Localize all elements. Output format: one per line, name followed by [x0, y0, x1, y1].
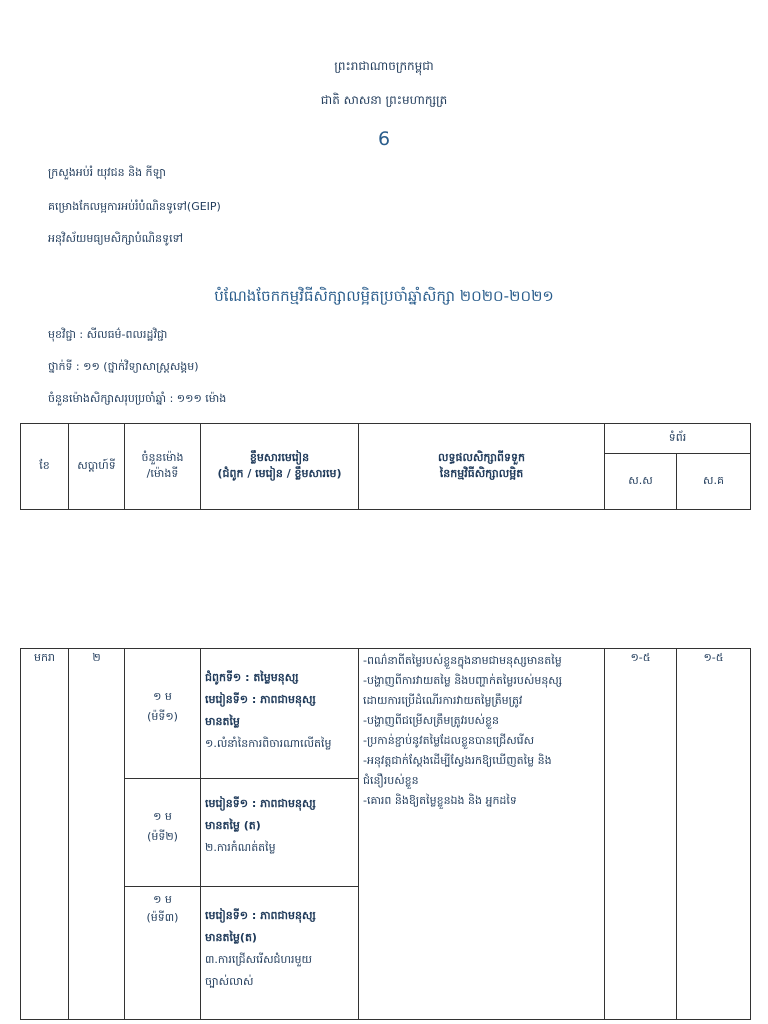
outcome-item: -បង្ហាញពីការវាយតម្លៃ និងបញ្ហាក់តម្លៃរបស់មនុស្ស: [363, 674, 563, 687]
header-hours: [125, 424, 201, 510]
department-name: អនុវិស័យមធ្យមសិក្សាបំណិនទូទៅ: [48, 232, 184, 245]
outcome-item: ដោយការប្រើដំណើរការវាយតម្លៃត្រឹមត្រូវ: [363, 694, 523, 707]
session-2-hours: ១ ម: [153, 810, 172, 823]
header-content-line1: ខ្លឹមសារមេរៀន: [249, 450, 310, 464]
cell-session-2: [125, 779, 201, 887]
session-3-label: (ម៉ទី៣): [146, 911, 179, 924]
ministry-name: ក្រសួងអប់រំ យុវជន និង កីឡា: [48, 166, 166, 179]
outcome-item: -អនុវត្តជាក់ស្តែងដើម្បីស្វែងរកឱ្យឃើញតម្លៃ និង: [363, 754, 552, 767]
subject-line: មុខវិជ្ជា : សីលធម៌-ពលរដ្ឋវិជ្ជា: [48, 328, 168, 341]
lesson-3-topic: ៣.ការជ្រើសរើសជំហរមួយ: [205, 953, 312, 966]
cell-week: ២: [69, 649, 125, 1020]
table-row: [21, 649, 751, 779]
kingdom-heading: ព្រះរាជាណាចក្រកម្ពុជា: [334, 59, 434, 73]
lesson-1-topic: ១.លំនាំនៃការពិចារណាលើតម្លៃ: [205, 737, 332, 750]
page-number: 6: [377, 128, 391, 150]
header-outcome: [359, 424, 605, 510]
cell-session-3: [125, 887, 201, 1020]
cell-month: មករា: [21, 649, 69, 1020]
schedule-header-table: [20, 423, 751, 510]
outcome-item: -ពណ៌នាពីតម្លៃរបស់ខ្លួនក្នុងនាមជាមនុស្សមានតម្លៃ: [363, 654, 562, 667]
header-outcome-line1: លទ្ធផលសិក្សាពីទទួក: [438, 450, 525, 464]
lesson-1-title: មេរៀនទី១ : ភាពជាមនុស្ស: [205, 693, 316, 706]
session-2-label: (ម៉ទី២): [147, 830, 178, 843]
cell-page-ss: ១-៥: [605, 649, 677, 1020]
header-week: សប្តាហ៍ទី: [69, 424, 125, 510]
header-col-sk: ស.គ: [677, 454, 751, 510]
header-outcome-line2: នៃកម្មវិធីសិក្សាលម្អិត: [439, 466, 524, 480]
header-hours-line2: /ម៉ោងទី: [146, 466, 179, 480]
outcome-item: -បង្ហាញពីជម្រើសត្រឹមត្រូវរបស់ខ្លួន: [363, 714, 499, 727]
outcome-item: -គោរព និងឱ្យតម្លៃខ្លួនឯង និង អ្នកដទៃ: [363, 794, 517, 807]
header-content: [201, 424, 359, 510]
lesson-3-title: មេរៀនទី១ : ភាពជាមនុស្ស: [205, 909, 316, 922]
cell-lesson-2: [201, 779, 359, 887]
lesson-2-title-cont: មានតម្លៃ (ត): [205, 819, 261, 832]
header-content-line2: (ជំពូក / មេរៀន / ខ្លឹមសារមេ): [217, 466, 342, 480]
header-month: ខែ: [21, 424, 69, 510]
header-hours-line1: ចំនួនម៉ោង: [141, 450, 184, 464]
lesson-2-title: មេរៀនទី១ : ភាពជាមនុស្ស: [205, 797, 316, 810]
lesson-2-topic: ២.ការកំណត់តម្លៃ: [205, 841, 276, 854]
header-page-group: ទំព័រ: [605, 424, 751, 454]
session-1-label: (ម៉ទី១): [147, 710, 178, 723]
grade-line: ថ្នាក់ទី : ១១ (ថ្នាក់វិទ្យាសាស្ត្រសង្គម): [48, 360, 199, 373]
cell-page-sk: ១-៥: [677, 649, 751, 1020]
lesson-1-title-cont: មានតម្លៃ: [205, 715, 240, 728]
cell-lesson-1: [201, 649, 359, 779]
project-name: គម្រោងកែលម្អការអប់រំបំណិនទូទៅ(GEIP): [48, 200, 221, 213]
header-col-ss: ស.ស: [605, 454, 677, 510]
cell-session-1: [125, 649, 201, 779]
lesson-3-topic-cont: ច្បាស់លាស់: [205, 975, 254, 988]
lesson-3-title-cont: មានតម្លៃ(ត): [205, 931, 257, 944]
session-1-hours: ១ ម: [153, 690, 172, 703]
cell-lesson-3: [201, 887, 359, 1020]
national-motto: ជាតិ សាសនា ព្រះមហាក្សត្រ: [320, 93, 448, 107]
chapter-title: ជំពូកទី១ : តម្លៃមនុស្ស: [205, 671, 299, 684]
session-3-hours: ១ ម: [153, 893, 172, 906]
schedule-body-table: [20, 648, 751, 1020]
cell-outcomes: [359, 649, 605, 1020]
document-title: បំណែងចែកកម្មវិធីសិក្សាលម្អិតប្រចាំឆ្នាំសិក្សា ២០២០-២០២១: [214, 287, 554, 305]
outcome-item: -ប្រកាន់ខ្ជាប់នូវតម្លៃដែលខ្លួនបានជ្រើសរើស: [363, 734, 535, 747]
outcome-item: ជំនឿរបស់ខ្លួន: [363, 774, 419, 787]
total-hours-line: ចំនួនម៉ោងសិក្សាសរុបប្រចាំឆ្នាំ : ១១១ ម៉ោង: [48, 392, 227, 405]
